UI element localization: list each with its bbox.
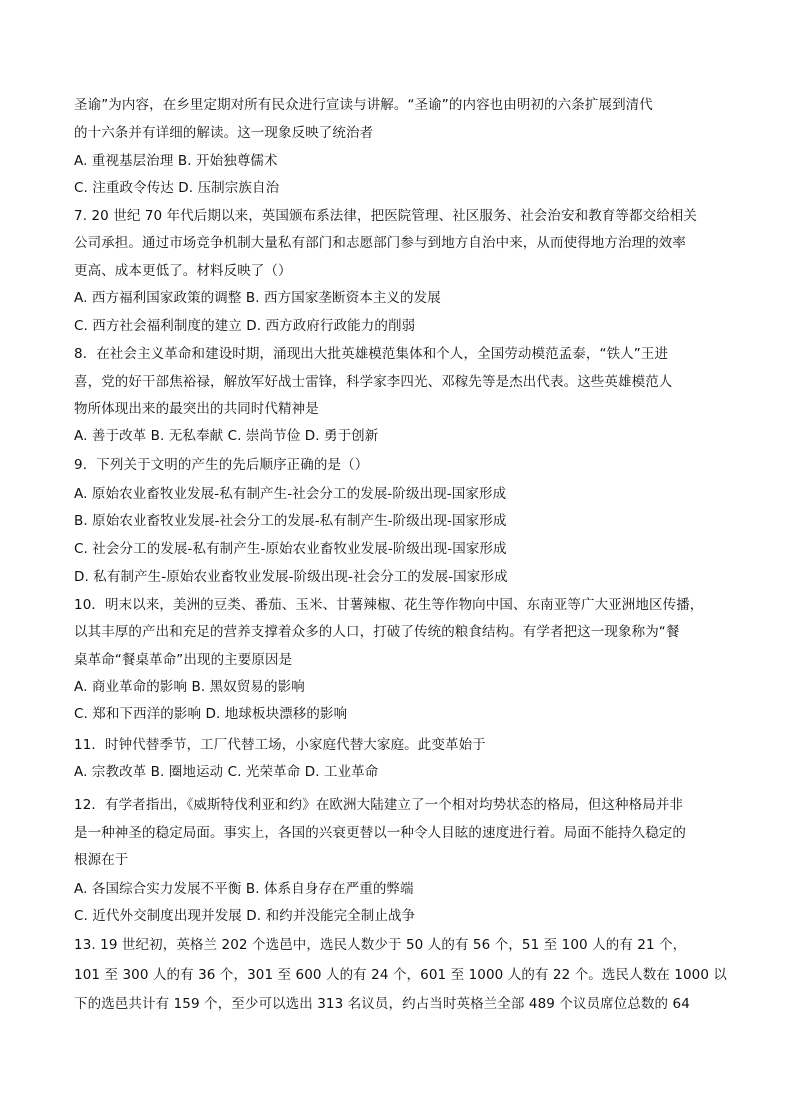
text-line: 下的选邑共计有 159 个，至少可以选出 313 名议员，约占当时英格兰全部 489 个议员席位总数的 64: [74, 996, 690, 1012]
question-12: 12．有学者指出，《威斯特伐利亚和约》在欧洲大陆建立了一个相对均势状态的格局，但这种格局并非: [74, 797, 684, 813]
answer-options: A. 商业革命的影响 B. 黑奴贸易的影响: [74, 679, 305, 695]
answer-options: C. 近代外交制度出现并发展 D. 和约并没能完全制止战争: [74, 908, 416, 924]
answer-option-a: A. 原始农业畜牧业发展-私有制产生-社会分工的发展-阶级出现-国家形成: [74, 486, 507, 502]
text-line: 的十六条并有详细的解读。这一现象反映了统治者: [74, 125, 374, 141]
answer-options: C. 郑和下西洋的影响 D. 地球板块漂移的影响: [74, 706, 348, 722]
answer-options: A. 西方福利国家政策的调整 B. 西方国家垄断资本主义的发展: [74, 290, 441, 306]
text-line: 101 至 300 人的有 36 个，301 至 600 人的有 24 个，601 至 1000 人的有 22 个。选民人数在 1000 以: [74, 967, 728, 983]
text-line: 公司承担。通过市场竞争机制大量私有部门和志愿部门参与到地方自治中来，从而使得地方治理的效率: [74, 235, 686, 251]
question-11: 11．时钟代替季节，工厂代替工场，小家庭代替大家庭。此变革始于: [74, 737, 486, 753]
answer-options: A. 善于改革 B. 无私奉献 C. 崇尚节俭 D. 勇于创新: [74, 428, 379, 444]
answer-option-c: C. 社会分工的发展-私有制产生-原始农业畜牧业发展-阶级出现-国家形成: [74, 541, 507, 557]
answer-option-d: D. 私有制产生-原始农业畜牧业发展-阶级出现-社会分工的发展-国家形成: [74, 569, 508, 585]
question-8: 8．在社会主义革命和建设时期，涌现出大批英雄模范集体和个人，全国劳动模范孟泰，“铁人”王进: [74, 346, 669, 362]
question-7: 7. 20 世纪 70 年代后期以来，英国颁布系法律，把医院管理、社区服务、社会治安和教育等都交给相关: [74, 208, 698, 224]
question-9: 9．下列关于文明的产生的先后顺序正确的是（）: [74, 457, 369, 473]
text-line: 物所体现出来的最突出的共同时代精神是: [74, 401, 319, 417]
answer-options: A. 宗教改革 B. 圈地运动 C. 光荣革命 D. 工业革命: [74, 764, 379, 780]
text-line: 更高、成本更低了。材料反映了（）: [74, 263, 292, 279]
text-line: 根源在于: [74, 852, 129, 868]
text-line: 是一种神圣的稳定局面。事实上，各国的兴衰更替以一种令人目眩的速度进行着。局面不能持久稳定的: [74, 825, 686, 841]
answer-options: A. 各国综合实力发展不平衡 B. 体系自身存在严重的弊端: [74, 881, 414, 897]
answer-option-b: B. 原始农业畜牧业发展-社会分工的发展-私有制产生-阶级出现-国家形成: [74, 513, 507, 529]
question-13: 13. 19 世纪初，英格兰 202 个选邑中，选民人数少于 50 人的有 56 个，51 至 100 人的有 21 个，: [74, 937, 687, 953]
text-line: 喜，党的好干部焦裕禄，解放军好战士雷锋，科学家李四光、邓稼先等是杰出代表。这些英雄模范人: [74, 374, 673, 390]
question-10: 10．明末以来，美洲的豆类、番茄、玉米、甘薯辣椒、花生等作物向中国、东南亚等广大亚洲地区传播，: [74, 597, 704, 613]
answer-options: C. 注重政令传达 D. 压制宗族自治: [74, 180, 280, 196]
text-line: 以其丰厚的产出和充足的营养支撑着众多的人口，打破了传统的粮食结构。有学者把这一现象称为“餐: [74, 624, 680, 640]
text-line: 圣谕”为内容，在乡里定期对所有民众进行宣读与讲解。“圣谕”的内容也由明初的六条扩展到清代: [74, 97, 653, 113]
answer-options: A. 重视基层治理 B. 开始独尊儒术: [74, 153, 278, 169]
text-line: 桌革命“餐桌革命”出现的主要原因是: [74, 652, 293, 668]
answer-options: C. 西方社会福利制度的建立 D. 西方政府行政能力的削弱: [74, 318, 416, 334]
